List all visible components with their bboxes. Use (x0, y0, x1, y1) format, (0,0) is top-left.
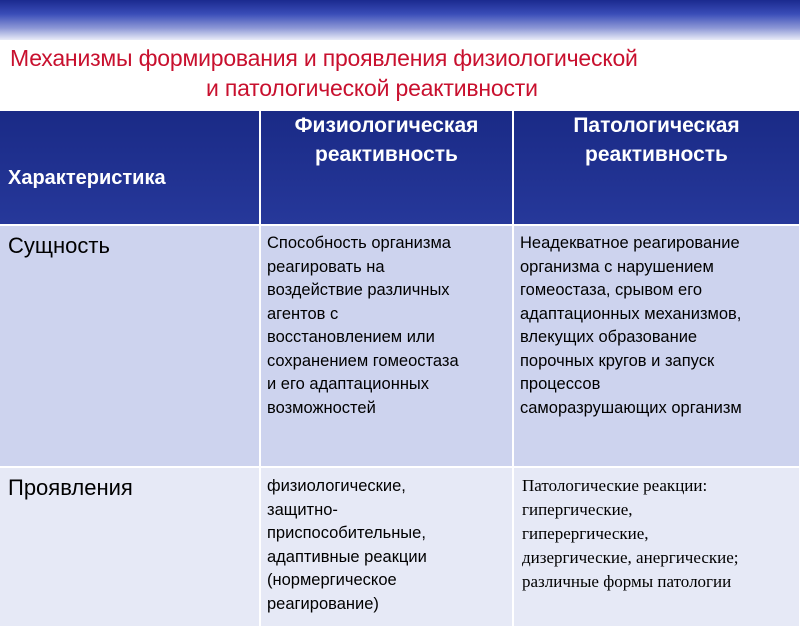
pathological-manifestations-text (514, 468, 799, 594)
pathological-essence-cell (513, 225, 800, 467)
row-label-essence: Сущность (8, 233, 110, 258)
pathological-manifestations-cell (513, 467, 800, 627)
header-physiological: Физиологическая реактивность (260, 111, 513, 225)
row-label-cell (0, 225, 260, 467)
row-label-manifestations: Проявления (8, 475, 133, 500)
header-pathological: Патологическая реактивность (513, 111, 800, 225)
pathological-essence-text: Неадекватное реагирование организма с нарушением гомеостаза, срывом его адаптационных механизмов, влекущих образование порочных кругов и запуск процессов саморазрушающих организм (520, 234, 742, 417)
pathological-line: гипергические, (522, 500, 633, 519)
physiological-manifestations-cell (260, 467, 513, 627)
physiological-essence-text: Способность организма реагировать на воздействие различных агентов с восстановлением или сохранением гомеостаза и его адаптационных возможностей (267, 234, 459, 417)
table-header-row (0, 111, 800, 225)
table-row (0, 467, 800, 627)
header-characteristic: Характеристика (0, 111, 260, 225)
comparison-table (0, 111, 800, 628)
pathological-line: гиперергические, (522, 524, 649, 543)
table-row (0, 225, 800, 467)
pathological-line: дизергические, анергические; (522, 548, 739, 567)
slide-title-line-2: и патологической реактивности (206, 75, 538, 101)
row-label-cell (0, 467, 260, 627)
physiological-essence-cell (260, 225, 513, 467)
pathological-line: различные формы патологии (522, 572, 732, 591)
physiological-manifestations-text: физиологические, защитно- приспособительные, адаптивные реакции (нормергическое реагирование) (267, 477, 427, 613)
slide-title-line-1: Механизмы формирования и проявления физиологической (10, 45, 638, 71)
pathological-line: Патологические реакции: (522, 476, 708, 495)
top-gradient-band (0, 0, 800, 40)
